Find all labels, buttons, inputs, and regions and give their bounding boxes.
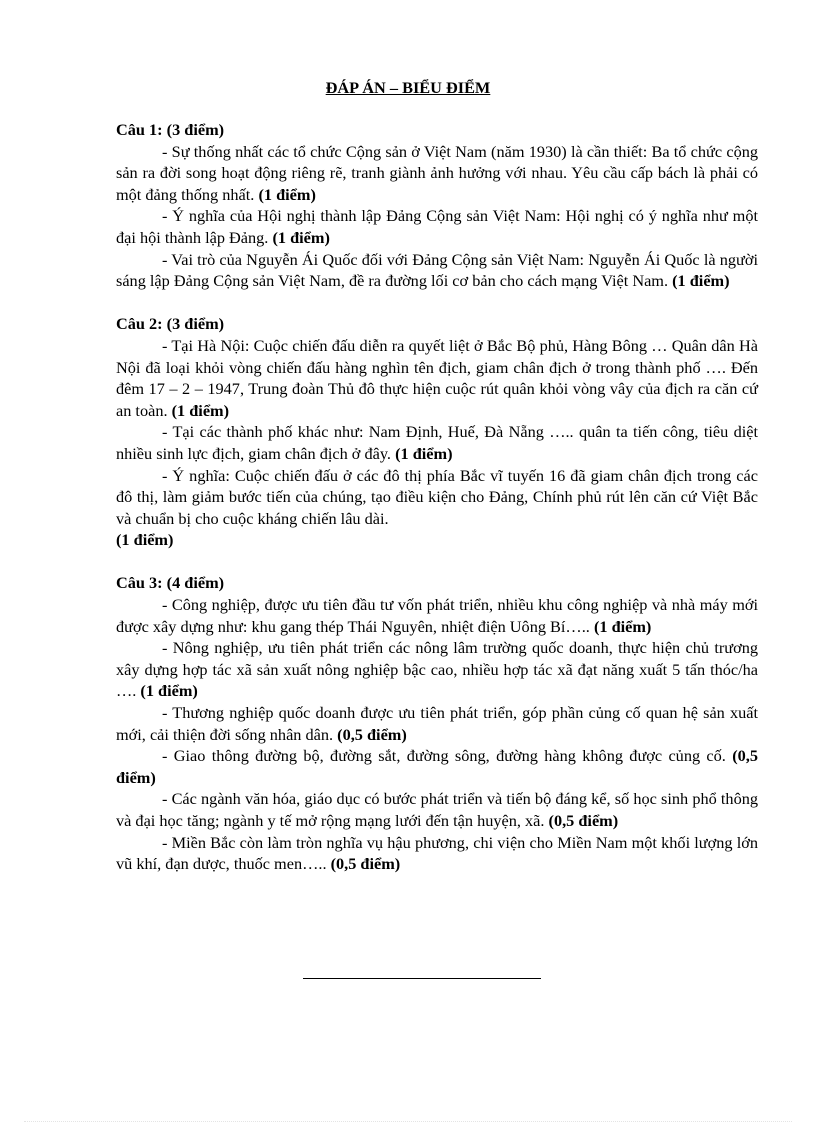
answer-text: - Thương nghiệp quốc doanh được ưu tiên phát triển, góp phần củng cố quan hệ sản xuất mới, cải thiện đời sống nhân dân. <box>116 703 758 744</box>
score-label: (1 điểm) <box>116 530 174 550</box>
score-label: (1 điểm) <box>593 616 652 636</box>
answer-item <box>116 465 758 551</box>
answer-item <box>116 832 758 875</box>
end-divider-line <box>303 978 541 979</box>
score-label: (0,5 điểm) <box>548 811 619 830</box>
answer-item <box>116 594 758 637</box>
score-label: (0,5 điểm) <box>330 854 401 874</box>
answer-text: - Ý nghĩa: Cuộc chiến đấu ở các đô thị phía Bắc vĩ tuyến 16 đã giam chân địch trong các đô thị, làm giảm bước tiến của chúng, tạo điều kiện cho Đảng, Chính phủ rút lên căn cứ Việt Bắc và chuẩn bị cho cuộc kháng chiến lâu dài. <box>116 465 758 528</box>
score-label: (1 điểm) <box>672 271 730 291</box>
section-heading: Câu 3: (4 điểm) <box>116 573 225 593</box>
answer-text: - Tại Hà Nội: Cuộc chiến đấu diễn ra quyết liệt ở Bắc Bộ phủ, Hàng Bông … Quân dân Hà Nội đã loại khỏi vòng chiến đấu hàng nghìn tên địch, giam chân địch ở trong thành phố …. Đến đêm 17 – 2 – 1947, Trung đoàn Thủ đô thực hiện cuộc rút quân khỏi vòng vây của địch ra căn cứ an toàn. <box>116 335 758 420</box>
answer-text: - Sự thống nhất các tổ chức Cộng sản ở Việt Nam (năm 1930) là cần thiết: Ba tổ chức cộng sản ra đời song hoạt động riêng rẽ, tranh giành ảnh hưởng với nhau. Yêu cầu cấp bách là phải có một đảng thống nhất. <box>116 141 758 204</box>
answer-text: - Các ngành văn hóa, giáo dục có bước phát triển và tiến bộ đáng kể, số học sinh phổ thông và đại học tăng; ngành y tế mở rộng mạng lưới đến tận huyện, xã. <box>116 789 758 830</box>
score-label: (1 điểm) <box>171 400 230 420</box>
section-heading: Câu 2: (3 điểm) <box>116 314 225 334</box>
answer-key-body <box>116 119 758 875</box>
answer-item <box>116 141 758 206</box>
answer-item <box>116 788 758 831</box>
section-cau-1 <box>116 119 758 292</box>
section-cau-2 <box>116 313 758 551</box>
answer-text: - Vai trò của Nguyễn Ái Quốc đối với Đảng Cộng sản Việt Nam: Nguyễn Ái Quốc là người sáng lập Đảng Cộng sản Việt Nam, đề ra đường lối cơ bản cho cách mạng Việt Nam. <box>116 249 758 291</box>
score-label: (1 điểm) <box>395 443 453 463</box>
section-cau-3 <box>116 572 758 874</box>
section-heading: Câu 1: (3 điểm) <box>116 120 225 139</box>
score-label: (1 điểm) <box>258 184 316 204</box>
answer-text: - Miền Bắc còn làm tròn nghĩa vụ hậu phương, chi viện cho Miền Nam một khối lượng lớn vũ khí, đạn dược, thuốc men….. <box>116 832 758 874</box>
answer-text: - Giao thông đường bộ, đường sắt, đường sông, đường hàng không được củng cố. <box>162 746 733 766</box>
answer-text: - Ý nghĩa của Hội nghị thành lập Đảng Cộng sản Việt Nam: Hội nghị có ý nghĩa như một đại hội thành lập Đảng. <box>116 206 758 247</box>
score-label: (1 điểm) <box>140 681 198 701</box>
answer-text: - Công nghiệp, được ưu tiên đầu tư vốn phát triển, nhiều khu công nghiệp và nhà máy mới được xây dựng như: khu gang thép Thái Nguyên, nhiệt điện Uông Bí….. <box>116 595 758 636</box>
answer-text: - Tại các thành phố khác như: Nam Định, Huế, Đà Nẵng ….. quân ta tiến công, tiêu diệt nhiều sinh lực địch, giam chân địch ở đây. <box>116 422 758 463</box>
answer-item <box>116 205 758 248</box>
answer-item <box>116 421 758 464</box>
score-label: (0,5 điểm) <box>337 724 407 744</box>
answer-item <box>116 702 758 745</box>
page-bottom-dotted-border <box>24 1121 792 1122</box>
page-title: ĐÁP ÁN – BIỂU ĐIỂM <box>325 78 491 97</box>
answer-text: - Nông nghiệp, ưu tiên phát triển các nông lâm trường quốc doanh, thực hiện chủ trương xây dựng hợp tác xã sản xuất nông nghiệp bậc cao, nhiều hợp tác xã đạt năng xuất 5 tấn thóc/ha …. <box>116 638 758 701</box>
answer-item <box>116 335 758 421</box>
answer-item <box>116 249 758 292</box>
score-label: (0,5 điểm) <box>116 746 758 787</box>
answer-item <box>116 637 758 702</box>
score-label: (1 điểm) <box>272 227 330 247</box>
answer-item <box>116 745 758 788</box>
